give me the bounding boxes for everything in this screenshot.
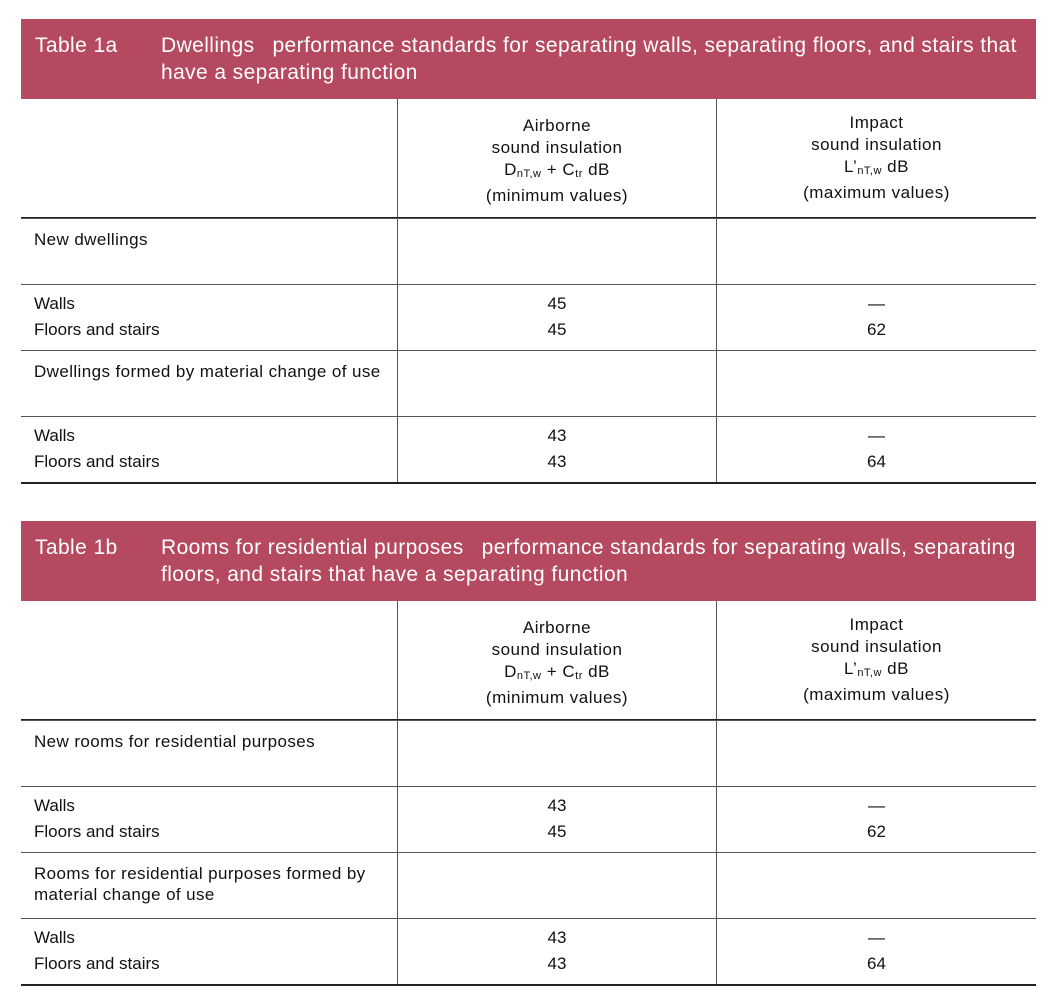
impact-header: [717, 601, 1036, 719]
airborne-header: [398, 601, 717, 719]
table-title-banner: [21, 19, 1036, 99]
row-label: Floors and stairs: [34, 954, 160, 973]
airborne-header-line2: sound insulation: [491, 138, 623, 157]
table-title-rest: performance standards for separating walls, separating floors, and stairs that have a separating function: [161, 536, 1016, 586]
table-1a: [21, 19, 1036, 484]
airborne-value: 43: [547, 452, 567, 471]
row-label: Walls: [34, 426, 75, 445]
impact-header-line1: Impact: [849, 113, 904, 132]
section-row: [21, 350, 1036, 416]
table-title: [161, 32, 1020, 86]
section-label: Rooms for residential purposes formed by material change of use: [21, 853, 398, 918]
values-row: [21, 786, 1036, 852]
impact-value: —: [868, 294, 885, 313]
impact-header-line4: (maximum values): [803, 685, 950, 704]
header-row: [21, 99, 1036, 218]
section-label: New rooms for residential purposes: [21, 721, 398, 786]
row-label: Floors and stairs: [34, 452, 160, 471]
impact-value: —: [868, 928, 885, 947]
header-row: [21, 601, 1036, 720]
values-row: [21, 918, 1036, 984]
row-label: Walls: [34, 294, 75, 313]
airborne-header-line2: sound insulation: [491, 640, 623, 659]
impact-value: —: [868, 796, 885, 815]
header-empty-cell: [21, 601, 398, 719]
impact-value: 64: [867, 452, 886, 471]
impact-value: 62: [867, 320, 886, 339]
impact-value: 64: [867, 954, 886, 973]
impact-header-line1: Impact: [849, 615, 904, 634]
airborne-value: 45: [547, 822, 567, 841]
airborne-value: 45: [547, 320, 567, 339]
airborne-header-line1: Airborne: [522, 618, 592, 637]
impact-header-line4: (maximum values): [803, 183, 950, 202]
airborne-header: [398, 99, 717, 217]
airborne-value: 43: [547, 426, 567, 445]
values-row: [21, 416, 1036, 482]
impact-header: [717, 99, 1036, 217]
table-subject: Rooms for residential purposes: [161, 536, 464, 559]
airborne-value: 43: [547, 954, 567, 973]
airborne-value: 45: [547, 294, 567, 313]
row-label: Walls: [34, 928, 75, 947]
table-1b: [21, 521, 1036, 986]
section-row: [21, 720, 1036, 786]
impact-value: 62: [867, 822, 886, 841]
header-empty-cell: [21, 99, 398, 217]
section-row: [21, 218, 1036, 284]
airborne-header-symbol: $D_{nT,w} + C_{tr}$ dB: [504, 160, 610, 180]
section-label: New dwellings: [21, 219, 398, 284]
table-title: [161, 534, 1020, 588]
row-label: Floors and stairs: [34, 822, 160, 841]
impact-header-symbol: $L’_{nT,w}$ dB: [844, 659, 909, 679]
section-row: [21, 852, 1036, 918]
impact-header-symbol: $L’_{nT,w}$ dB: [844, 157, 909, 177]
airborne-header-symbol: $D_{nT,w} + C_{tr}$ dB: [504, 662, 610, 682]
impact-header-line2: sound insulation: [811, 637, 942, 656]
values-row: [21, 284, 1036, 350]
airborne-header-line1: Airborne: [522, 116, 592, 135]
airborne-value: 43: [547, 928, 567, 947]
table-number: Table 1b: [35, 536, 118, 559]
airborne-value: 43: [547, 796, 567, 815]
table-subject: Dwellings: [161, 34, 255, 57]
impact-value: —: [868, 426, 885, 445]
section-label: Dwellings formed by material change of use: [21, 351, 398, 416]
table-grid: [21, 601, 1036, 986]
airborne-header-line4: (minimum values): [485, 688, 629, 707]
table-number: Table 1a: [35, 34, 118, 57]
table-title-banner: [21, 521, 1036, 601]
airborne-header-line4: (minimum values): [485, 186, 629, 205]
row-label: Walls: [34, 796, 75, 815]
impact-header-line2: sound insulation: [811, 135, 942, 154]
table-title-rest: performance standards for separating walls, separating floors, and stairs that have a separating function: [161, 34, 1017, 84]
table-grid: [21, 99, 1036, 484]
row-label: Floors and stairs: [34, 320, 160, 339]
